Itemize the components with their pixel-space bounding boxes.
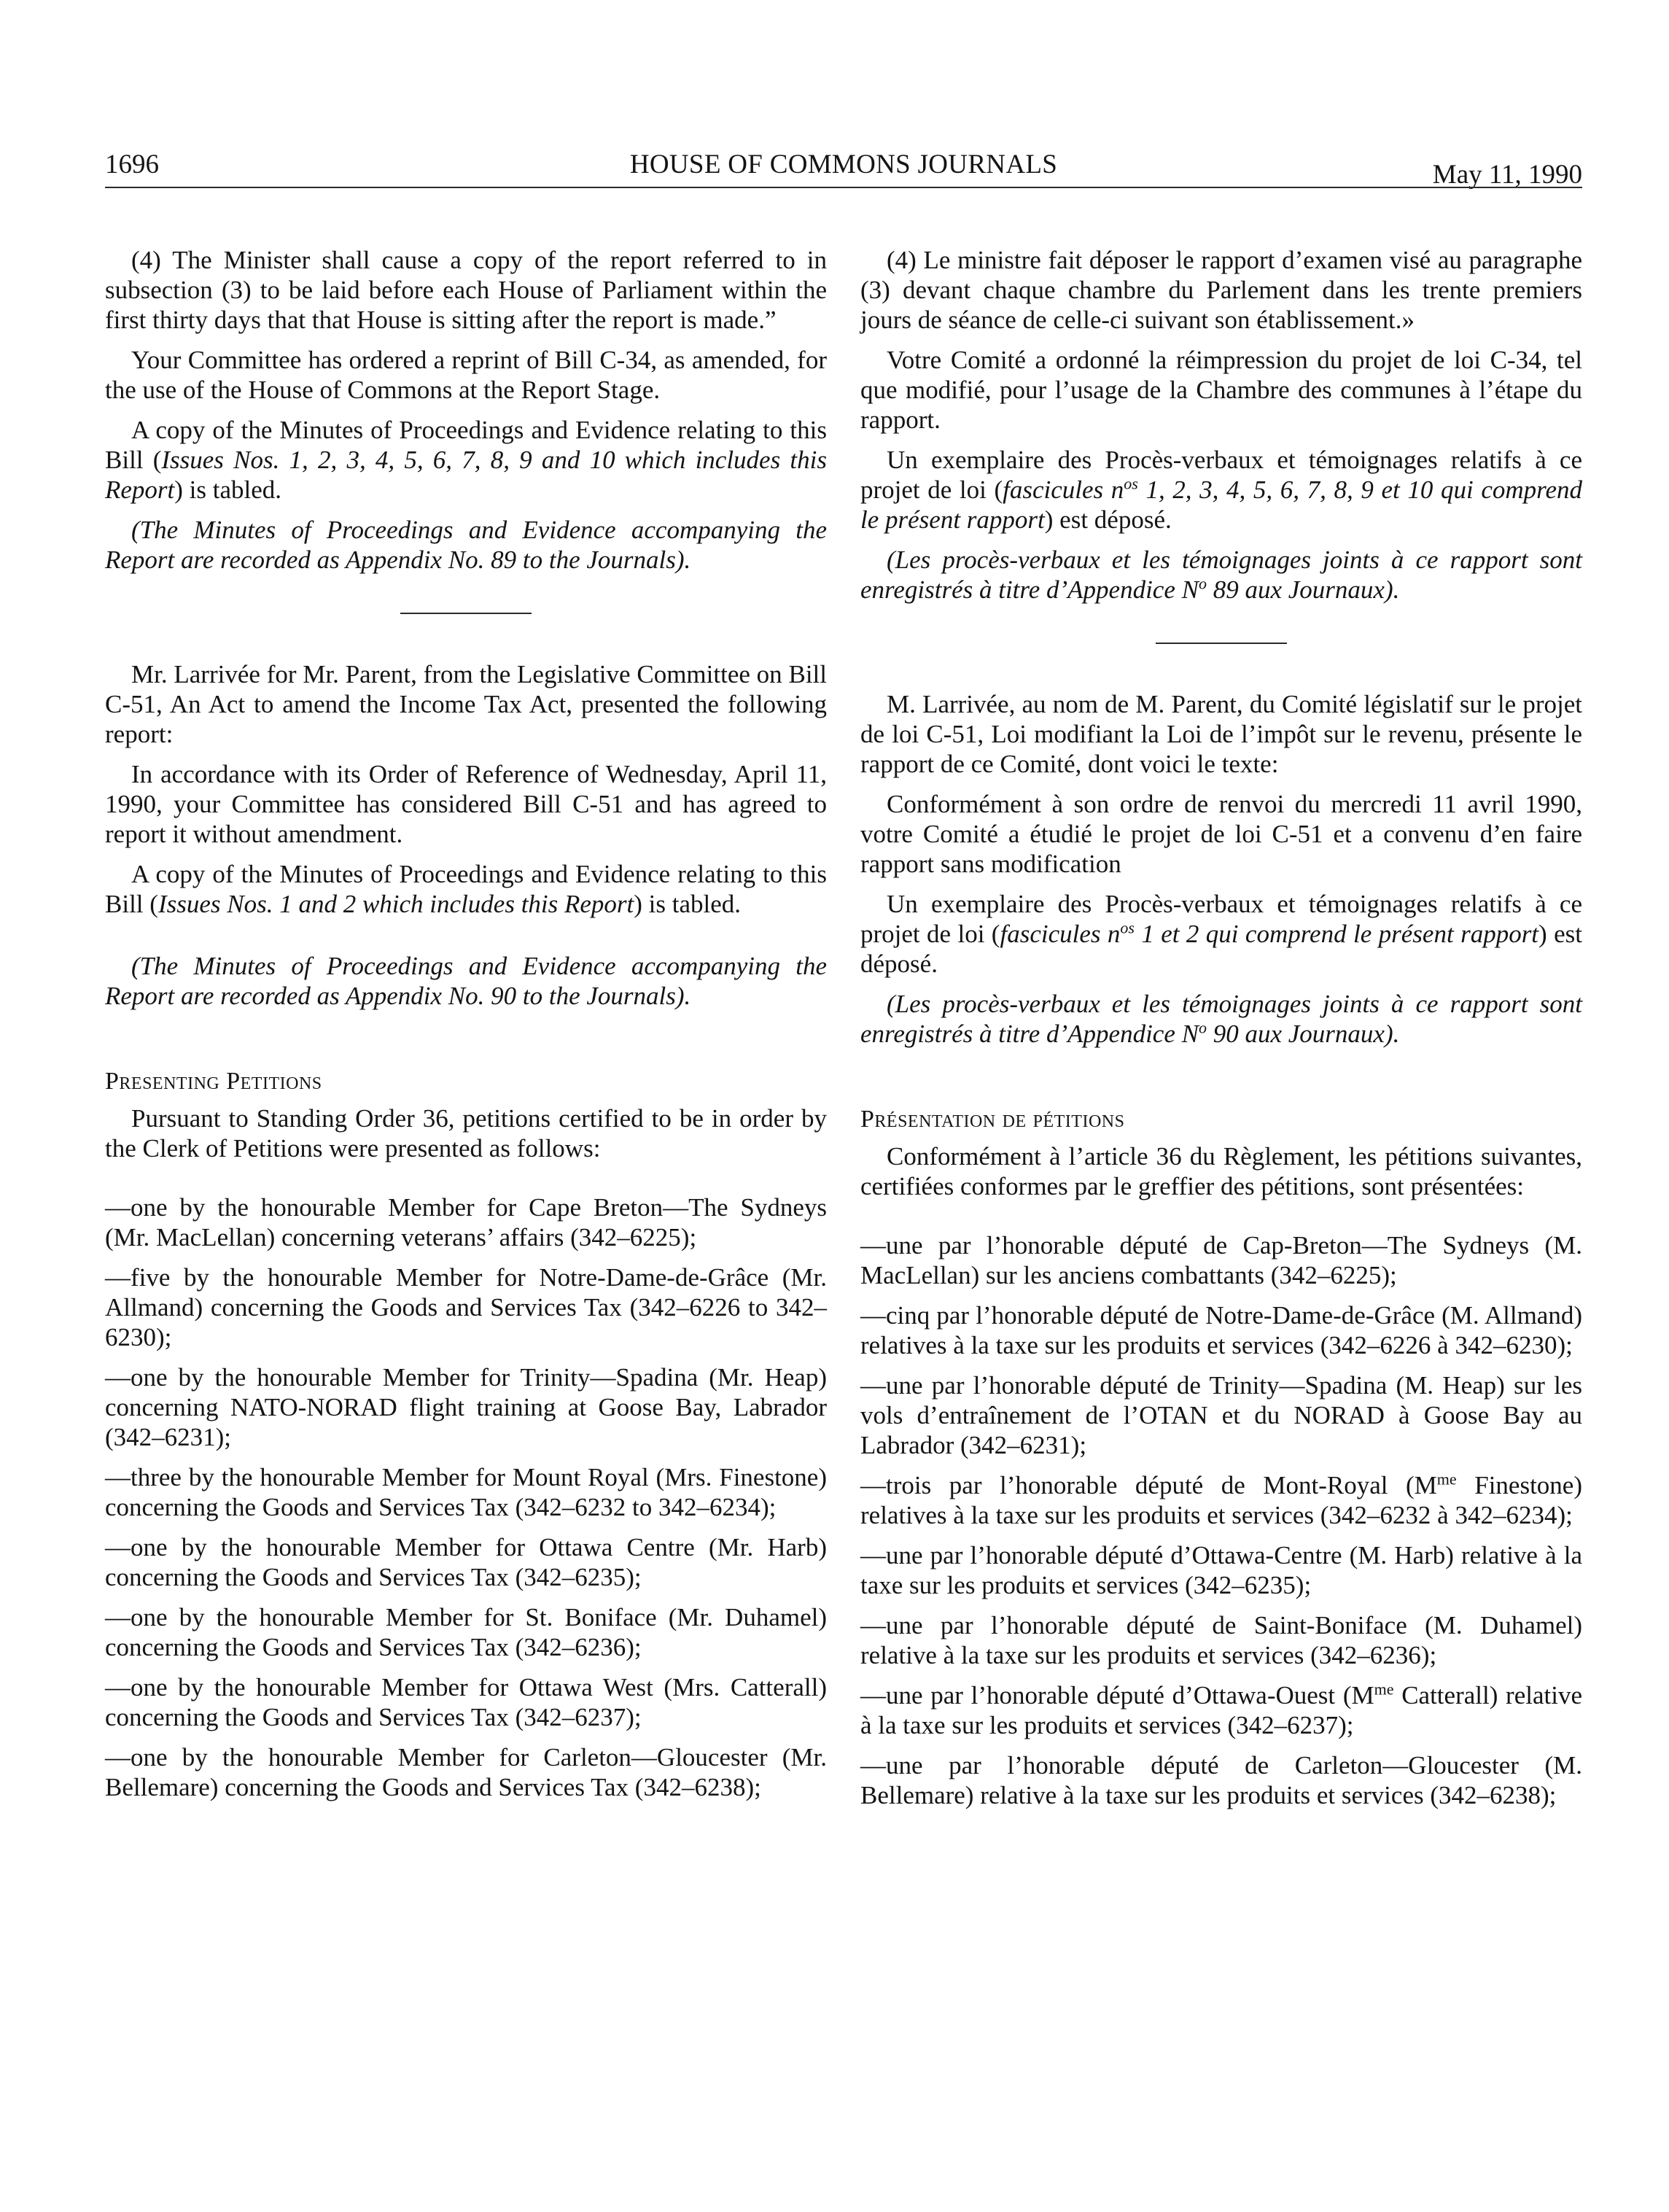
paragraph-text: ) is tabled. — [634, 890, 742, 918]
petition-item: —one by the honourable Member for Trinity—Spadina (Mr. Heap) concerning NATO-NORAD flight training at Goose Bay, Labrador (342–6231); — [105, 1363, 827, 1451]
appendix-note-text: (Les procès-verbaux et les témoignages joints à ce rapport sont enregistrés à titre d’Appendice N — [860, 546, 1582, 604]
petition-item — [860, 1680, 1582, 1740]
paragraph-text: ) is tabled. — [174, 476, 282, 504]
appendix-note: (The Minutes of Proceedings and Evidence accompanying the Report are recorded as Appendix No. 89 to the Journals). — [105, 516, 827, 574]
journal-title: HOUSE OF COMMONS JOURNALS — [629, 150, 1058, 179]
petition-item: —une par l’honorable député de Saint-Boniface (M. Duhamel) relative à la taxe sur les produits et services (342–6236); — [860, 1611, 1582, 1669]
paragraph: In accordance with its Order of Reference of Wednesday, April 11, 1990, your Committee has considered Bill C-51 and has agreed to report it without amendment. — [105, 760, 827, 848]
superscript: os — [1124, 474, 1138, 493]
english-column — [105, 245, 827, 1802]
petition-text: —trois par l’honorable député de Mont-Royal (M — [860, 1471, 1437, 1499]
paragraph: Votre Comité a ordonné la réimpression du projet de loi C-34, tel que modifié, pour l’usage de la Chambre des communes à l’étape du rapport. — [860, 346, 1582, 434]
paragraph-italic: fascicules n — [1003, 476, 1124, 504]
petition-item: —one by the honourable Member for Ottawa West (Mrs. Catterall) concerning the Goods and Services Tax (342–6237); — [105, 1673, 827, 1731]
paragraph: Conformément à l’article 36 du Règlement, les pétitions suivantes, certifiées conformes par le greffier des pétitions, sont présentées: — [860, 1142, 1582, 1200]
paragraph — [860, 445, 1582, 535]
paragraph-italic: fascicules n — [1000, 920, 1121, 948]
paragraph: Your Committee has ordered a reprint of Bill C-34, as amended, for the use of the House of Commons at the Report Stage. — [105, 346, 827, 404]
petition-item: —one by the honourable Member for Carleton—Gloucester (Mr. Bellemare) concerning the Goods and Services Tax (342–6238); — [105, 1743, 827, 1801]
paragraph: (4) The Minister shall cause a copy of the report referred to in subsection (3) to be laid before each House of Parliament within the first thirty days that that House is sitting after the report is made.” — [105, 246, 827, 334]
paragraph-italic: Issues Nos. 1 and 2 which includes this Report — [157, 890, 634, 918]
petition-item: —une par l’honorable député de Carleton—Gloucester (M. Bellemare) relative à la taxe sur les produits et services (342–6238); — [860, 1751, 1582, 1809]
page-date: May 11, 1990 — [1432, 160, 1582, 190]
paragraph-text: A copy of the Minutes of Proceedings and Evidence relating to this Bill ( — [105, 860, 827, 918]
page-number: 1696 — [105, 150, 159, 179]
petition-text: Finestone) relatives à la taxe sur les produits et services (342–6232 à 342–6234); — [860, 1471, 1583, 1529]
petition-item — [860, 1470, 1582, 1530]
appendix-note-text: 90 aux Journaux). — [1206, 1020, 1400, 1048]
paragraph-italic: 1, 2, 3, 4, 5, 6, 7, 8, 9 et 10 qui comprend le présent rapport — [860, 476, 1582, 534]
paragraph — [860, 889, 1582, 979]
paragraph: Conformément à son ordre de renvoi du mercredi 11 avril 1990, votre Comité a étudié le projet de loi C-51 et a convenu d’en faire rapport sans modification — [860, 790, 1582, 878]
paragraph — [105, 859, 827, 919]
section-divider — [400, 613, 532, 614]
superscript: os — [1120, 918, 1135, 937]
appendix-note: (The Minutes of Proceedings and Evidence accompanying the Report are recorded as Appendix No. 90 to the Journals). — [105, 952, 827, 1010]
petition-text: —une par l’honorable député d’Ottawa-Ouest (M — [860, 1681, 1374, 1710]
superscript: me — [1374, 1680, 1394, 1699]
petition-item: —three by the honourable Member for Mount Royal (Mrs. Finestone) concerning the Goods and Services Tax (342–6232 to 342–6234); — [105, 1463, 827, 1521]
superscript: me — [1436, 1470, 1457, 1489]
petition-item: —five by the honourable Member for Notre-Dame-de-Grâce (Mr. Allmand) concerning the Goods and Services Tax (342–6226 to 342–6230); — [105, 1263, 827, 1351]
appendix-note — [860, 545, 1582, 605]
petition-text: Catterall) relative à la taxe sur les produits et services (342–6237); — [860, 1681, 1582, 1739]
petition-item: —une par l’honorable député de Trinity—Spadina (M. Heap) sur les vols d’entraînement de l’OTAN et du NORAD à Goose Bay au Labrador (342–6231); — [860, 1371, 1582, 1459]
paragraph: Pursuant to Standing Order 36, petitions certified to be in order by the Clerk of Petitions were presented as follows: — [105, 1104, 827, 1163]
page-header — [105, 149, 1582, 193]
paragraph: Mr. Larrivée for Mr. Parent, from the Legislative Committee on Bill C-51, An Act to amend the Income Tax Act, presented the following report: — [105, 660, 827, 748]
section-heading: Présentation de pétitions — [860, 1106, 1125, 1133]
petition-item: —cinq par l’honorable député de Notre-Dame-de-Grâce (M. Allmand) relatives à la taxe sur les produits et services (342–6226 à 342–6230); — [860, 1301, 1582, 1359]
french-column — [860, 245, 1582, 1810]
header-rule — [105, 187, 1582, 188]
paragraph-text: ) est déposé. — [1044, 505, 1172, 534]
section-divider — [1156, 643, 1287, 644]
appendix-note-text: (Les procès-verbaux et les témoignages joints à ce rapport sont enregistrés à titre d’Appendice N — [860, 990, 1582, 1048]
superscript: o — [1198, 574, 1207, 593]
appendix-note-text: 89 aux Journaux). — [1206, 575, 1400, 604]
paragraph: (4) Le ministre fait déposer le rapport d’examen visé au paragraphe (3) devant chaque chambre du Parlement dans les trente premiers jours de séance de celle-ci suivant son établissement.» — [860, 246, 1582, 334]
petition-item: —one by the honourable Member for Ottawa Centre (Mr. Harb) concerning the Goods and Services Tax (342–6235); — [105, 1533, 827, 1591]
paragraph-text: Un exemplaire des Procès-verbaux et témoignages relatifs à ce projet de loi ( — [860, 446, 1582, 504]
appendix-note — [860, 989, 1582, 1049]
paragraph — [105, 415, 827, 505]
petition-item: —une par l’honorable député de Cap-Breton—The Sydneys (M. MacLellan) sur les anciens combattants (342–6225); — [860, 1231, 1582, 1289]
petition-item: —one by the honourable Member for Cape Breton—The Sydneys (Mr. MacLellan) concerning veterans’ affairs (342–6225); — [105, 1193, 827, 1251]
paragraph: M. Larrivée, au nom de M. Parent, du Comité législatif sur le projet de loi C-51, Loi modifiant la Loi de l’impôt sur le revenu, présente le rapport de ce Comité, dont voici le texte: — [860, 690, 1582, 778]
paragraph-text: ) est déposé. — [860, 920, 1582, 978]
superscript: o — [1198, 1018, 1207, 1037]
petition-item: —une par l’honorable député d’Ottawa-Centre (M. Harb) relative à la taxe sur les produits et services (342–6235); — [860, 1541, 1582, 1599]
paragraph-italic: 1 et 2 qui comprend le présent rapport — [1134, 920, 1539, 948]
paragraph-italic: Issues Nos. 1, 2, 3, 4, 5, 6, 7, 8, 9 and 10 which includes this Report — [105, 446, 827, 504]
petition-item: —one by the honourable Member for St. Boniface (Mr. Duhamel) concerning the Goods and Services Tax (342–6236); — [105, 1603, 827, 1661]
section-heading: Presenting Petitions — [105, 1068, 322, 1095]
paragraph-text: Un exemplaire des Procès-verbaux et témoignages relatifs à ce projet de loi ( — [860, 890, 1582, 948]
paragraph-text: A copy of the Minutes of Proceedings and Evidence relating to this Bill ( — [105, 416, 827, 474]
